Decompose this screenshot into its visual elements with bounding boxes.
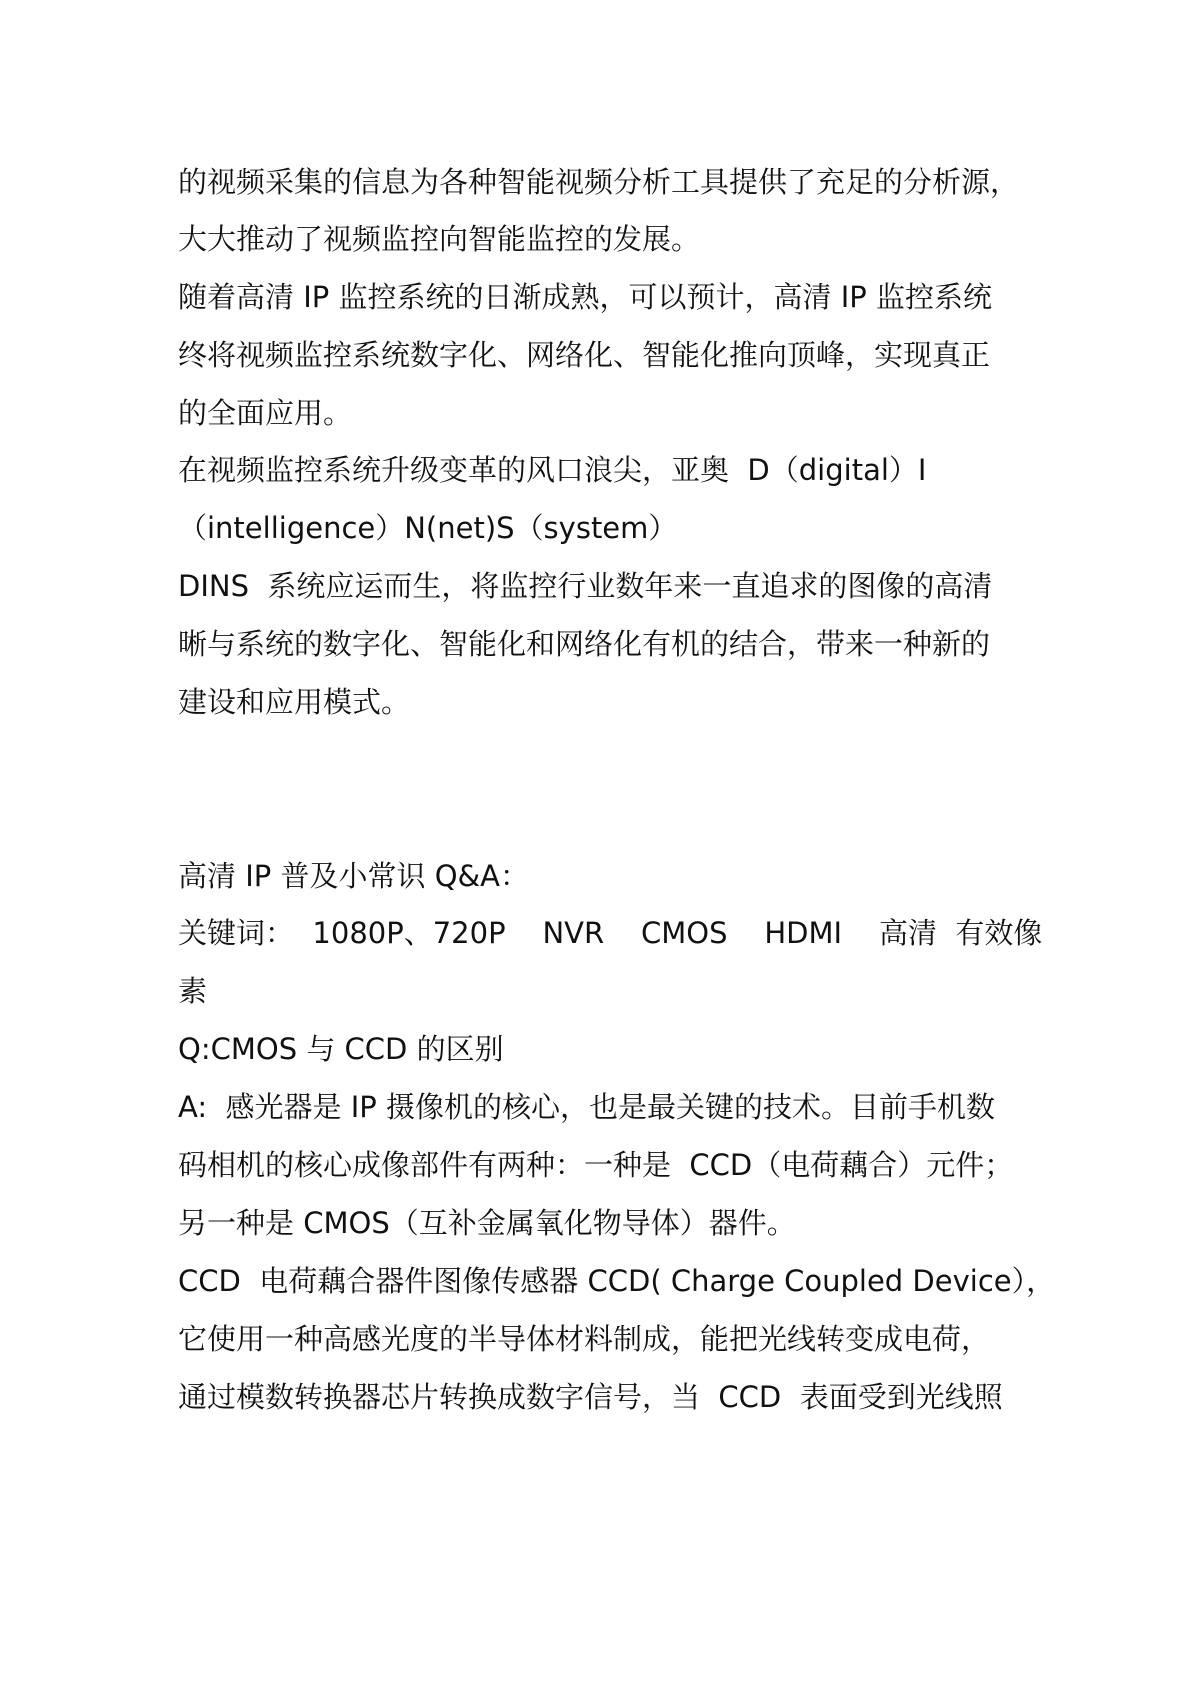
text-line: 它使用一种高感光度的半导体材料制成，能把光线转变成电荷， [178,1322,991,1356]
text-line: 的全面应用。 [178,396,353,430]
text-line: 随着高清 IP 监控系统的日渐成熟，可以预计，高清 IP 监控系统 [178,280,992,314]
text-line: 的视频采集的信息为各种智能视频分析工具提供了充足的分析源， [178,165,1020,199]
text-line: 建设和应用模式。 [178,685,411,719]
section-heading: 高清 IP 普及小常识 Q&A： [178,859,529,893]
text-line: DINS 系统应运而生，将监控行业数年来一直追求的图像的高清 [178,569,993,603]
text-line: 晰与系统的数字化、智能化和网络化有机的结合，带来一种新的 [178,627,991,661]
text-line: 素 [178,974,208,1008]
text-line: 终将视频监控系统数字化、网络化、智能化推向顶峰，实现真正 [178,338,991,372]
keywords-line: 关键词： 1080P、720P NVR CMOS HDMI 高清 有效像 [178,916,1043,950]
text-line: 另一种是 CMOS（互补金属氧化物导体）器件。 [178,1206,796,1240]
question-line: Q:CMOS 与 CCD 的区别 [178,1032,504,1066]
text-line: 在视频监控系统升级变革的风口浪尖，亚奥 D（digital）I [178,453,927,487]
text-line: 大大推动了视频监控向智能监控的发展。 [178,222,701,256]
text-line: 通过模数转换器芯片转换成数字信号，当 CCD 表面受到光线照 [178,1380,1003,1414]
text-line: CCD 电荷藕合器件图像传感器 CCD( Charge Coupled Device）， [178,1264,1056,1298]
text-line: 码相机的核心成像部件有两种：一种是 CCD（电荷藕合）元件； [178,1148,1014,1182]
text-line: （intelligence）N(net)S（system） [178,511,678,545]
answer-line: A: 感光器是 IP 摄像机的核心，也是最关键的技术。目前手机数 [178,1090,996,1124]
